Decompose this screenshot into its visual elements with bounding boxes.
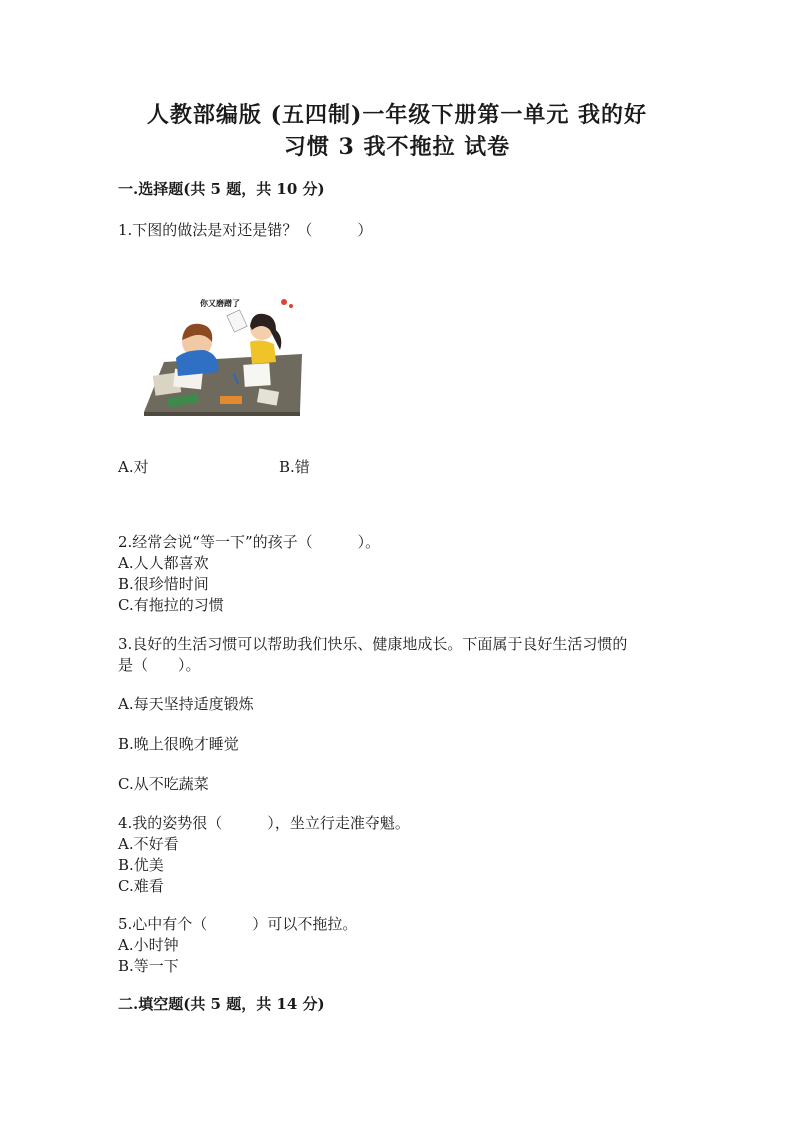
question-1-option-a: A.对 [118,458,149,476]
question-3-option-c: C.从不吃蔬菜 [118,775,209,793]
question-4-option-b: B.优美 [118,856,164,874]
document-title-line1: 人教部编版 (五四制)一年级下册第一单元 我的好 [146,102,648,128]
question-2-option-a: A.人人都喜欢 [118,554,209,572]
question-5-option-a: A.小时钟 [118,936,179,954]
section-heading-choice: 一.选择题(共 5 题，共 10 分) [118,180,325,198]
question-2-option-c: C.有拖拉的习惯 [118,596,224,614]
question-4-option-c: C.难看 [118,877,164,895]
section-heading-fill-in: 二.填空题(共 5 题，共 14 分) [118,995,325,1013]
question-5-option-b: B.等一下 [118,957,179,975]
question-1-stem: 1.下图的做法是对还是错？（ ） [118,221,373,239]
question-1-option-b: B.错 [279,458,310,476]
illustration-speech-text: 你又磨蹭了 [200,299,240,308]
question-3-stem-line1: 3.良好的生活习惯可以帮助我们快乐、健康地成长。下面属于良好生活习惯的 [118,635,628,653]
question-1-illustration [134,292,306,416]
question-4-stem: 4.我的姿势很（ ），坐立行走准夺魁。 [118,814,410,832]
question-5-stem: 5.心中有个（ ）可以不拖拉。 [118,915,358,933]
question-2-stem: 2.经常会说“等一下”的孩子（ ）。 [118,533,381,551]
question-3-option-a: A.每天坚持适度锻炼 [118,695,254,713]
question-3-option-b: B.晚上很晚才睡觉 [118,735,239,753]
question-2-option-b: B.很珍惜时间 [118,575,209,593]
question-3-stem-line2: 是（ ）。 [118,656,201,674]
question-4-option-a: A.不好看 [118,835,179,853]
document-title-line2: 习惯 3 我不拖拉 试卷 [283,134,511,160]
